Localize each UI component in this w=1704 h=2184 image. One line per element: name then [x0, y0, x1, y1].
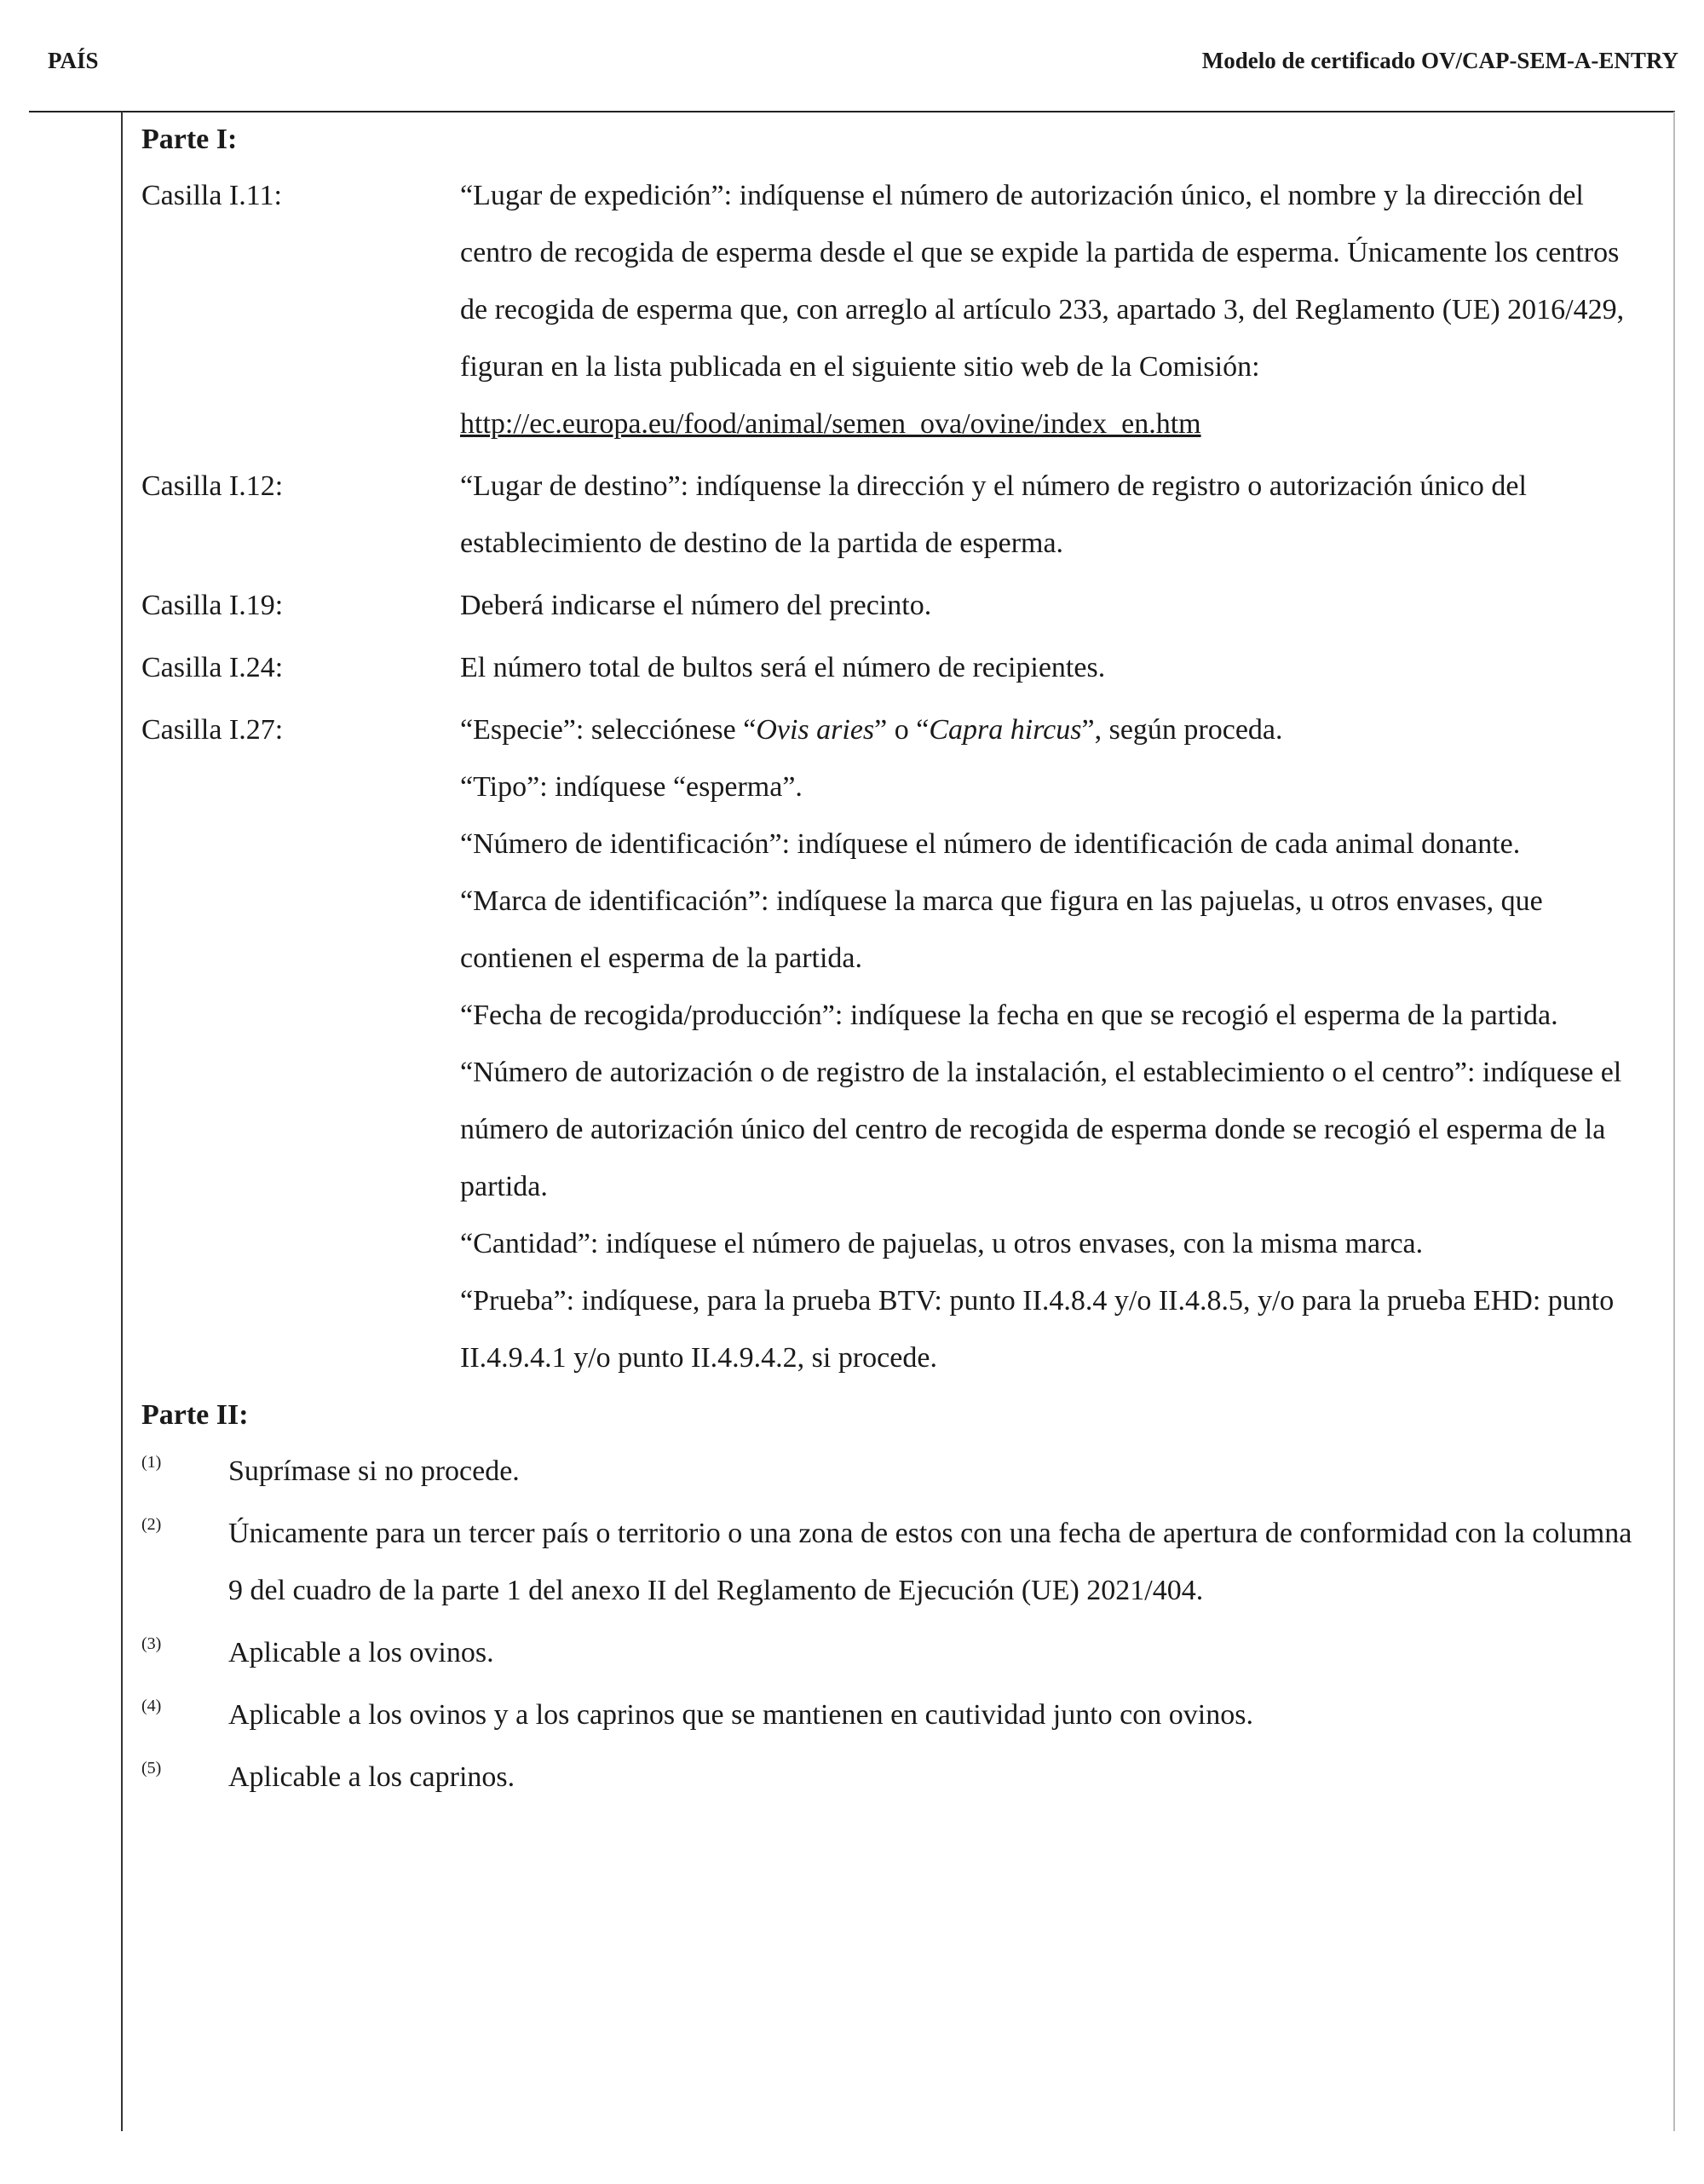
box-body	[460, 701, 1641, 1386]
box-paragraph: “Cantidad”: indíquese el número de pajuelas, u otros envases, con la misma marca.	[460, 1228, 1424, 1259]
box-i19	[141, 577, 1641, 634]
box-paragraph: “Prueba”: indíquese, para la prueba BTV: punto II.4.8.4 y/o II.4.8.5, y/o para la prueba EHD: punto II.4.9.4.1 y/o punto II.4.9.4.2, si procede.	[460, 1285, 1615, 1374]
right-margin-rule	[1673, 112, 1675, 2131]
footnote	[141, 1624, 1641, 1681]
box-paragraph: “Lugar de destino”: indíquense la dirección y el número de registro o autorización único del establecimiento de destino de la partida de esperma.	[460, 470, 1527, 559]
box-paragraph: El número total de bultos será el número de recipientes.	[460, 652, 1106, 683]
box-body	[460, 458, 1641, 572]
box-body	[460, 167, 1641, 452]
header-model: Modelo de certificado OV/CAP-SEM-A-ENTRY	[1201, 48, 1678, 73]
box-paragraph: “Lugar de expedición”: indíquense el número de autorización único, el nombre y la dirección del centro de recogida de esperma desde el que se expide la partida de esperma. Únicamente los centros de recogida de esperma que, con arreglo al artículo 233, apartado 3, del Reglamento (UE) 2016/429, figuran en la lista publicada en el siguiente sitio web de la Comisión:	[460, 180, 1625, 383]
box-i27	[141, 701, 1641, 1386]
box-body	[460, 639, 1641, 696]
footnote-number: (2)	[141, 1515, 162, 1534]
box-paragraph: “Marca de identificación”: indíquese la marca que figura en las pajuelas, u otros envases, que contienen el esperma de la partida.	[460, 885, 1543, 974]
footnote-text: Únicamente para un tercer país o territorio o una zona de estos con una fecha de apertura de conformidad con la columna 9 del cuadro de la parte 1 del anexo II del Reglamento de Ejecución (UE) 2021/404.	[228, 1518, 1632, 1606]
part2-title: Parte II:	[141, 1399, 249, 1431]
footnote-number: (1)	[141, 1453, 162, 1472]
box-paragraph: Deberá indicarse el número del precinto.	[460, 590, 932, 621]
box-i11	[141, 167, 1641, 452]
box-label: Casilla I.24:	[141, 652, 284, 683]
footnote-text: Aplicable a los ovinos y a los caprinos que se mantienen en cautividad junto con ovinos.	[228, 1699, 1253, 1731]
header-country: PAÍS	[48, 48, 99, 73]
species-ovis: Ovis aries	[756, 714, 875, 746]
box-label: Casilla I.11:	[141, 180, 282, 211]
box-label: Casilla I.12:	[141, 470, 284, 502]
footnote-text: Suprímase si no procede.	[228, 1455, 520, 1487]
box-paragraph: “Número de identificación”: indíquese el número de identificación de cada animal donante.	[460, 828, 1521, 860]
box-paragraph: “Tipo”: indíquese “esperma”.	[460, 771, 803, 803]
footnote-number: (5)	[141, 1759, 162, 1778]
part1-title: Parte I:	[141, 124, 238, 155]
footnote-number: (4)	[141, 1697, 162, 1715]
footnote	[141, 1749, 1641, 1806]
species-paragraph: “Especie”: selecciónese “Ovis aries” o “Capra hircus”, según proceda.	[460, 714, 1283, 746]
box-paragraph: “Número de autorización o de registro de la instalación, el establecimiento o el centro”: indíquese el número de autorización único del centro de recogida de esperma donde se recogió el esperma de la partida.	[460, 1057, 1622, 1202]
box-i24	[141, 639, 1641, 696]
footnote	[141, 1443, 1641, 1500]
box-body	[460, 577, 1641, 634]
footnote	[141, 1505, 1641, 1619]
box-label: Casilla I.27:	[141, 714, 284, 746]
species-capra: Capra hircus	[929, 714, 1082, 746]
commission-website-link[interactable]: http://ec.europa.eu/food/animal/semen_ova/ovine/index_en.htm	[460, 408, 1201, 440]
footnote-text: Aplicable a los ovinos.	[228, 1637, 494, 1668]
box-label: Casilla I.19:	[141, 590, 284, 621]
document-body	[141, 119, 1641, 1811]
top-rule	[29, 111, 1675, 112]
footnote-text: Aplicable a los caprinos.	[228, 1761, 515, 1793]
box-paragraph: “Fecha de recogida/producción”: indíquese la fecha en que se recogió el esperma de la partida.	[460, 1000, 1558, 1031]
left-margin-rule	[121, 112, 123, 2131]
footnote-number: (3)	[141, 1634, 162, 1653]
box-i12	[141, 458, 1641, 572]
footnote	[141, 1686, 1641, 1743]
